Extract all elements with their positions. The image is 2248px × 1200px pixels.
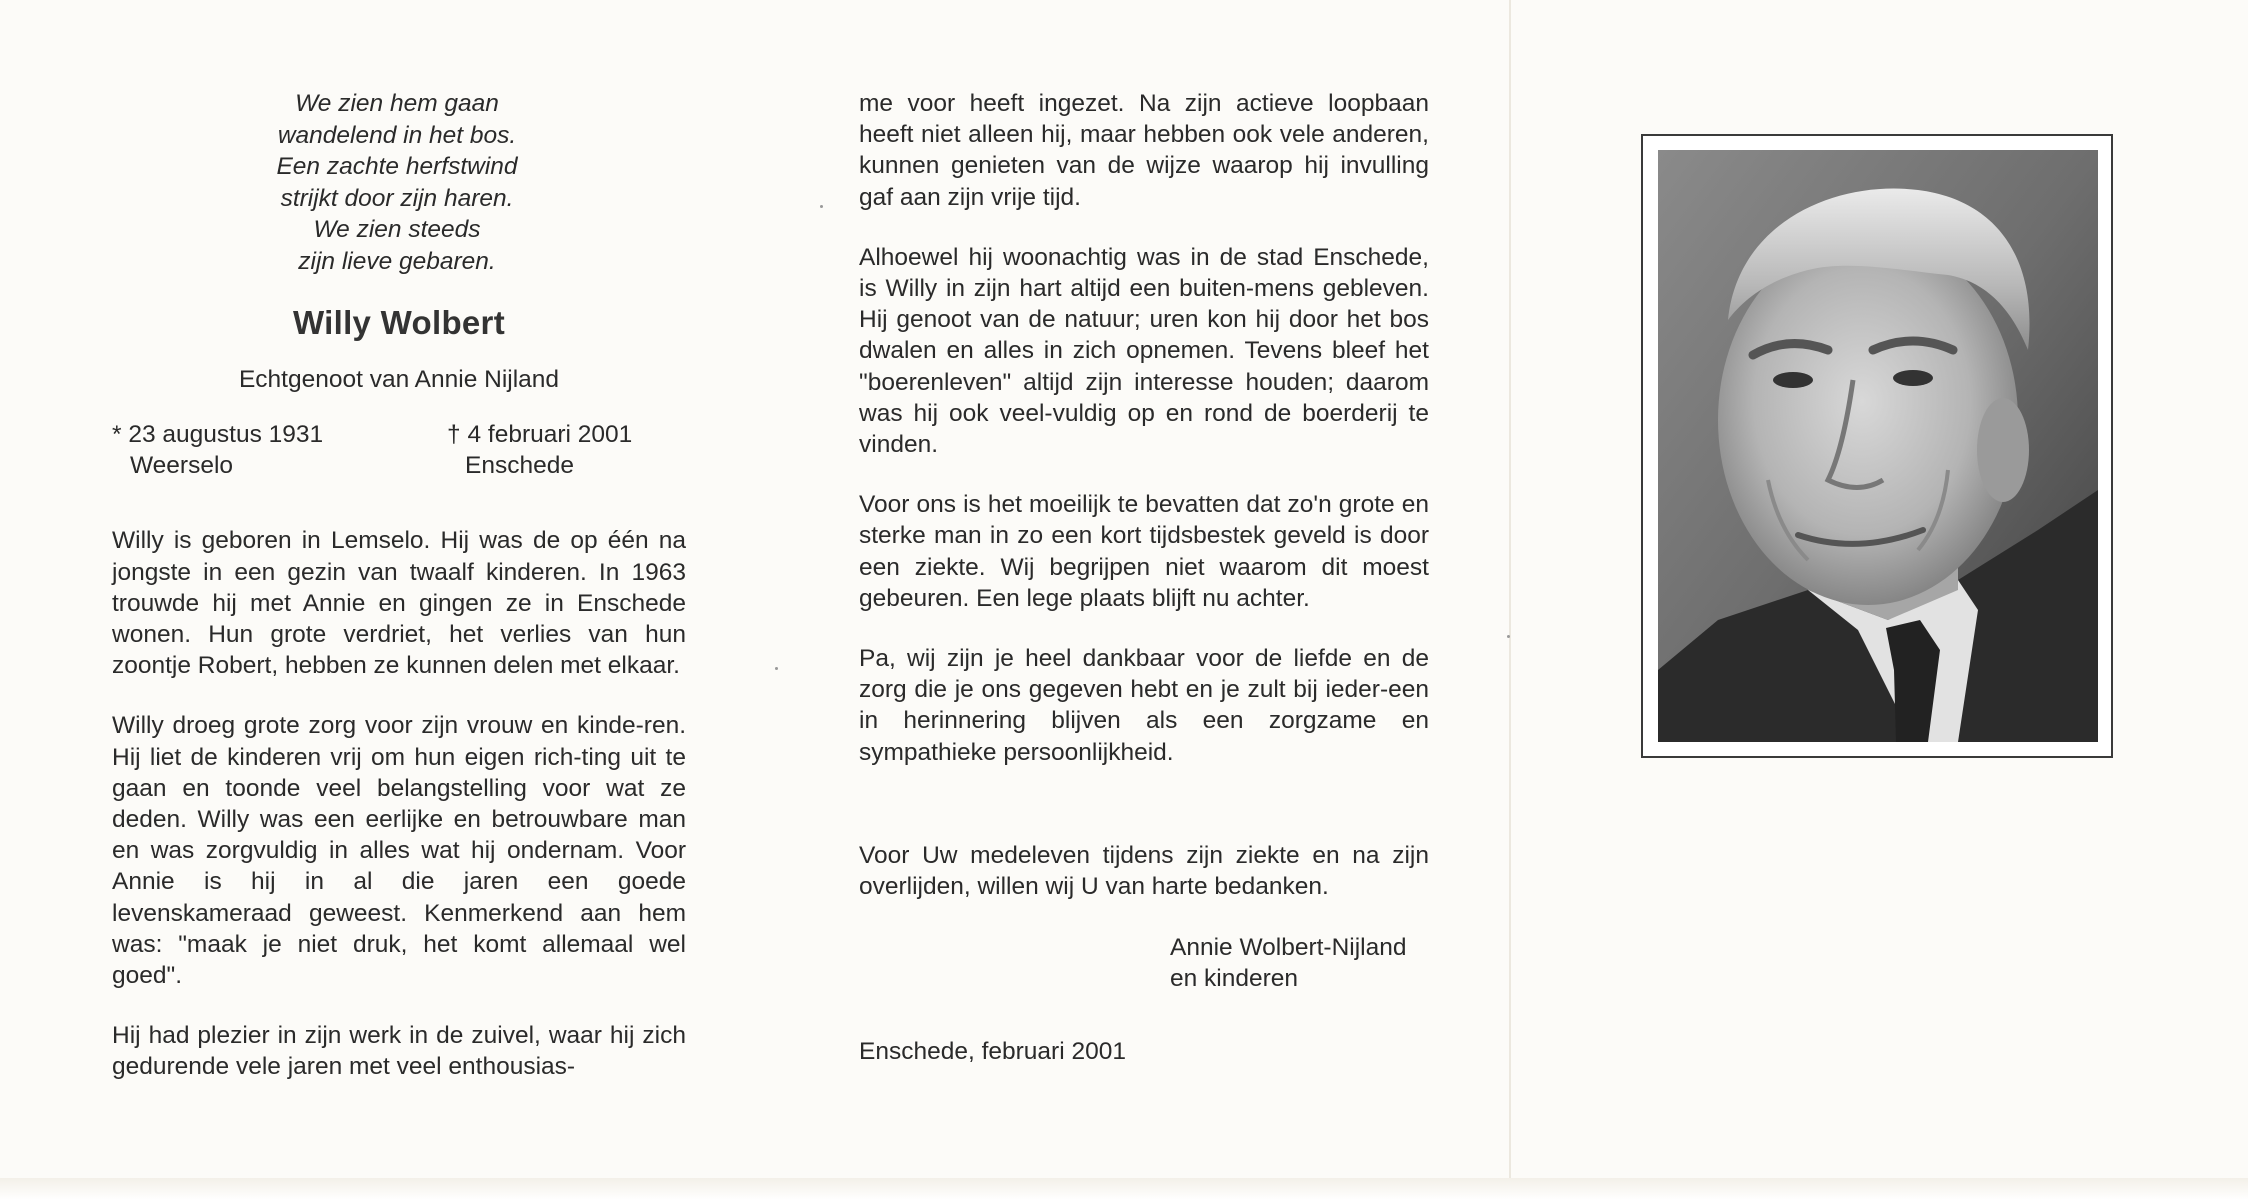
signature-name: Annie Wolbert-Nijland — [1170, 934, 1407, 962]
poem-line: Een zachte herfstwind — [276, 153, 518, 180]
left-page — [112, 88, 686, 1083]
birth-info — [112, 419, 323, 481]
biography-paragraph: Alhoewel hij woonachtig was in de stad Enschede, is Willy in zijn hart altijd een buiten-mens gebleven. Hij genoot van de natuur; uren kon hij door het bos dwalen en alles in zich opnemen. Tevens bleef het "boerenleven" altijd zijn interesse houden; daarom was hij ook veel-vuldig op en rond de boerderij te vinden. — [859, 243, 1429, 459]
portrait-photo — [1658, 150, 2098, 742]
death-symbol: † — [447, 421, 461, 449]
poem — [112, 88, 682, 277]
biography-paragraph: Willy is geboren in Lemselo. Hij was de op één na jongste in een gezin van twaalf kinderen. In 1963 trouwde hij met Annie en gingen ze in Enschede wonen. Hun grote verdriet, het verlies van hun zoontje Robert, hebben ze kunnen delen met elkaar. — [112, 527, 686, 680]
photo-frame — [1641, 134, 2113, 758]
place-date: Enschede, februari 2001 — [859, 1038, 1126, 1066]
paper-speck — [1507, 635, 1510, 638]
portrait-image — [1658, 150, 2098, 742]
death-date: 4 februari 2001 — [467, 421, 633, 449]
poem-line: We zien steeds — [313, 216, 481, 243]
deceased-name: Willy Wolbert — [292, 304, 505, 341]
fold-line — [1509, 0, 1511, 1188]
birth-date: 23 augustus 1931 — [128, 421, 324, 449]
poem-line: wandelend in het bos. — [277, 121, 517, 149]
biography-paragraph: Hij had plezier in zijn werk in de zuivel, waar hij zich gedurende vele jaren met veel enthousias- — [112, 1022, 686, 1081]
death-info — [447, 419, 632, 481]
paper-speck — [820, 205, 823, 208]
death-place: Enschede — [465, 452, 574, 480]
biography-paragraph: me voor heeft ingezet. Na zijn actieve loopbaan heeft niet alleen hij, maar hebben ook vele anderen, kunnen genieten van de wijze waarop hij invulling gaf aan zijn vrije tijd. — [859, 90, 1429, 211]
biography-paragraph: Pa, wij zijn je heel dankbaar voor de liefde en de zorg die je ons gegeven hebt en je zult bij ieder-een in herinnering blijven als een zorgzame en sympathieke persoonlijkheid. — [859, 645, 1429, 766]
paper-speck — [775, 667, 778, 670]
card-edge — [0, 1178, 2248, 1200]
middle-page — [859, 88, 1429, 1067]
birth-symbol: * — [112, 421, 122, 449]
signature-family: en kinderen — [1170, 965, 1299, 993]
birth-place: Weerselo — [130, 452, 234, 480]
thanks-paragraph: Voor Uw medeleven tijdens zijn ziekte en na zijn overlijden, willen wij U van harte bedanken. — [859, 841, 1429, 901]
poem-line: We zien hem gaan — [295, 90, 499, 117]
biography-paragraph: Voor ons is het moeilijk te bevatten dat zo'n grote en sterke man in zo een kort tijdsbestek geveld is door een ziekte. Wij begrijpen niet waarom dit moest gebeuren. Een lege plaats blijft nu achter. — [859, 491, 1429, 612]
poem-line: zijn lieve gebaren. — [298, 247, 496, 275]
life-dates — [112, 419, 686, 485]
biography-paragraph: Willy droeg grote zorg voor zijn vrouw en kinde-ren. Hij liet de kinderen vrij om hun eigen rich-ting uit te gaan en toonde veel belangstelling voor wat ze deden. Willy was een eerlijke en betrouwbare man en was zorgvuldig in alles wat hij ondernam. Voor Annie is hij in al die jaren een goede levenskameraad geweest. Kenmerkend aan hem was: "maak je niet druk, het komt allemaal wel goed". — [112, 712, 686, 990]
poem-line: strijkt door zijn haren. — [280, 184, 514, 212]
spouse-line: Echtgenoot van Annie Nijland — [238, 366, 560, 394]
signature — [1170, 932, 1429, 994]
